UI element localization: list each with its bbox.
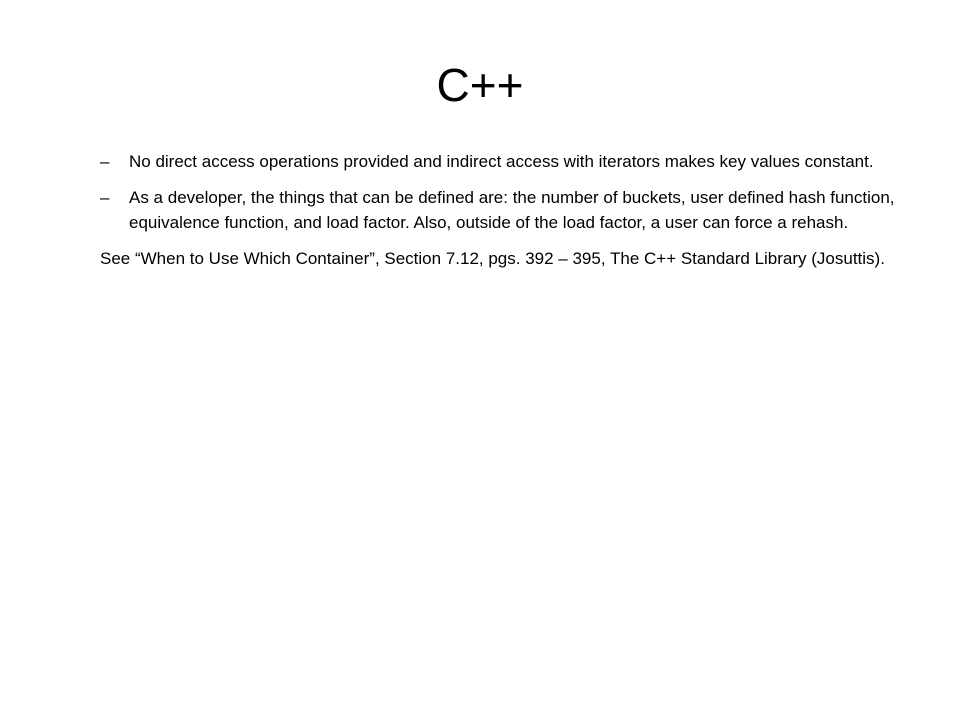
dash-marker: – bbox=[100, 187, 110, 207]
bullet-text: No direct access operations provided and indirect access with iterators makes key values constant. bbox=[129, 152, 874, 171]
reference-paragraph: See “When to Use Which Container”, Section 7.12, pgs. 392 – 395, The C++ Standard Library (Josuttis). bbox=[100, 248, 885, 268]
bullet-text: As a developer, the things that can be defined are: the number of buckets, user defined hash function, equivalence function, and load factor. Also, outside of the load factor, a user can force a rehash. bbox=[129, 187, 895, 232]
slide-title: C++ bbox=[436, 59, 524, 111]
slide-body bbox=[100, 150, 900, 272]
bullet-item bbox=[100, 150, 900, 175]
dash-marker: – bbox=[100, 152, 110, 171]
bullet-item bbox=[100, 186, 900, 236]
